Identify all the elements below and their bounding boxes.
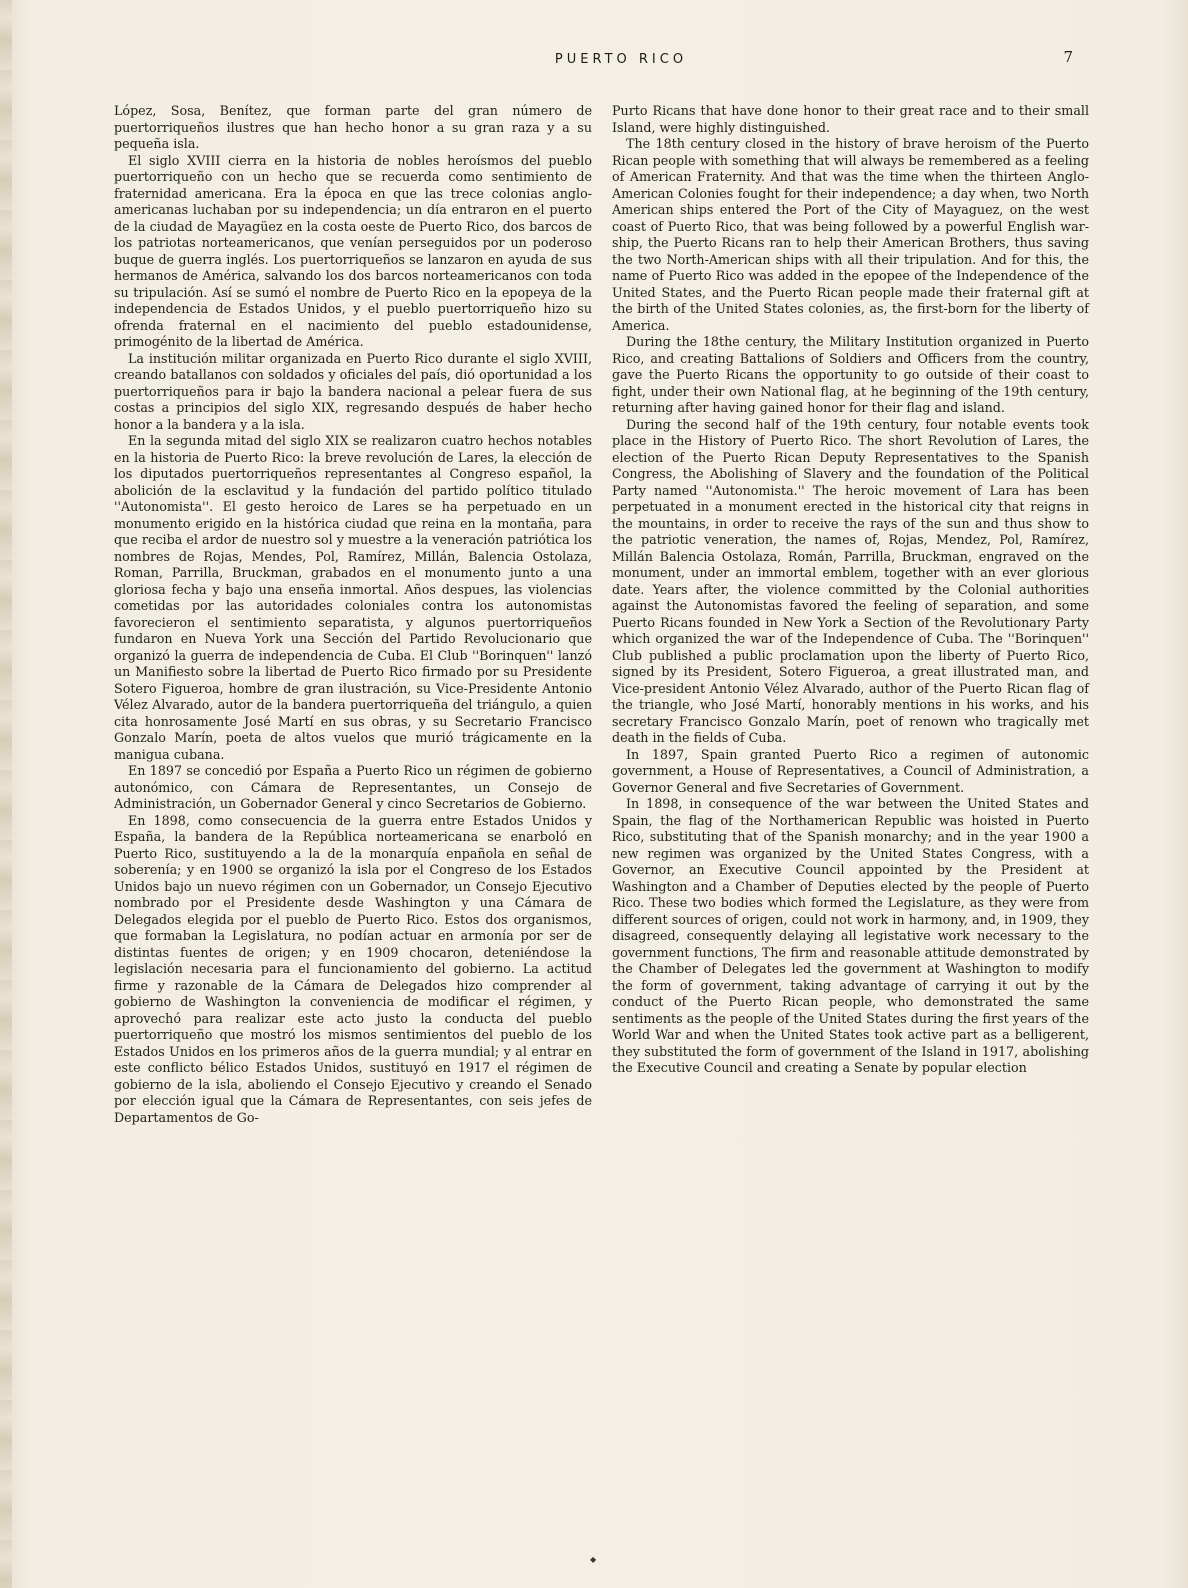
paragraph-es-4: En la segunda mitad del siglo XIX se realizaron cuatro hechos notables en la historia de Puerto Rico: la breve revolución de Lares, la elección de los diputados puertorriqueños representantes al Congreso español, la abolición de la esclavitud y la fundación del partido político titulado ''Autonomista''. El gesto heroico de Lares se ha perpetuado en un monumento erigido en la histórica ciudad que reina en la montaña, para que reciba el ardor de nuestro sol y muestre a la veneración patriótica los nombres de Rojas, Mendes, Pol, Ramírez, Millán, Balencia Ostolaza, Roman, Parrilla, Bruckman, grabados en el monumento junto a una gloriosa fecha y bajo una enseña inmortal. Años despues, las violencias cometidas por las autoridades coloniales contra los autonomistas favorecieron el sentimiento separatista, y algunos puertorriqueños fundaron en Nueva York una Sección del Partido Revolucionario que organizó la guerra de independencia de Cuba. El Club ''Borinquen'' lanzó un Manifiesto sobre la libertad de Puerto Rico firmado por su Presidente Sotero Figueroa, hombre de gran ilustración, su Vice-Presidente Antonio Vélez Alvarado, autor de la bandera puertorriqueña del triángulo, a quien cita honrosamente José Martí en sus obras, y su Secretario Francisco Gonzalo Marín, poeta de altos vuelos que murió trágicamente en la manigua cubana. xyxy=(114,433,592,762)
paragraph-es-3: La institución militar organizada en Puerto Rico durante el siglo XVIII, creando batallanos con soldados y oficiales del país, dió oportunidad a los puertorriqueños para ir bajo la bandera nacional a pelear fuera de sus costas a principios del siglo XIX, regresando después de haber hecho honor a la bandera y a la isla. xyxy=(114,350,592,432)
paragraph-en-4: During the second half of the 19th century, four notable events took place in the History of Puerto Rico. The short Revolution of Lares, the election of the Puerto Rican Deputy Representatives to the Spanish Congress, the Abolishing of Slavery and the foundation of the Political Party named ''Autonomista.'' The heroic movement of Lara has been perpetuated in a monument erected in the historical city that reigns in the mountains, in order to receive the rays of the sun and thus show to the patriotic veneration, the names of, Rojas, Mendez, Pol, Ramírez, Millán Balencia Ostolaza, Román, Parrilla, Bruckman, engraved on the monument, under an immortal emblem, together with an ever glorious date. Years after, the violence committed by the Colonial authorities against the Autonomistas favored the feeling of separation, and some Puerto Ricans founded in New York a Section of the Revolutionary Party which organized the war of the Independence of Cuba. The ''Borinquen'' Club published a public proclamation upon the liberty of Puerto Rico, signed by its President, Sotero Figueroa, a great illustrated man, and Vice-president Antonio Vélez Alvarado, author of the Puerto Rican flag of the triangle, who José Martí, honorably mentions in his works, and his secretary Francisco Gonzalo Marín, poet of renown who tragically met death in the fields of Cuba. xyxy=(612,416,1089,745)
spanish-text-column xyxy=(114,103,592,1126)
paragraph-es-5: En 1897 se concedió por España a Puerto Rico un régimen de gobierno autonómico, con Cámara de Representantes, un Consejo de Administración, un Gobernador General y cinco Secretarios de Gobierno. xyxy=(114,763,592,811)
page-number: 7 xyxy=(1063,48,1073,66)
paragraph-en-2: The 18th century closed in the history of brave heroism of the Puerto Rican people with something that will always be remembered as a feeling of American Fraternity. And that was the time when the thirteen Anglo-American Colonies fought for their independence; a day when, two North American ships entered the Port of the City of Mayaguez, on the west coast of Puerto Rico, that was being followed by a powerful English war-ship, the Puerto Ricans ran to help their American Brothers, thus saving the two North-American ships with all their tripulation. And for this, the name of Puerto Rico was added in the epopee of the Independence of the United States, and the Puerto Rican people made their fraternal gift at the birth of the United States colonies, as, the first-born for the liberty of America. xyxy=(612,136,1089,333)
paragraph-es-6: En 1898, como consecuencia de la guerra entre Estados Unidos y España, la bandera de la República norteamericana se enarboló en Puerto Rico, sustituyendo a la de la monarquía enpañola en señal de soberenía; y en 1900 se organizó la isla por el Congreso de los Estados Unidos bajo un nuevo régimen con un Gobernador, un Consejo Ejecutivo nombrado por el Presidente desde Washington y una Cámara de Delegados elegida por el pueblo de Puerto Rico. Estos dos organismos, que formaban la Legislatura, no podían actuar en armonía por ser de distintas fuentes de origen; y en 1909 chocaron, deteniéndose la legislación necesaria para el funcionamiento del gobierno. La actitud firme y razonable de la Cámara de Delegados hizo comprender al gobierno de Washington la conveniencia de modificar el régimen, y aprovechó para realizar este acto justo la conducta del pueblo puertorriqueño que mostró los mismos sentimientos del pueblo de los Estados Unidos en los primeros años de la guerra mundial; y al entrar en este conflicto bélico Estados Unidos, sustituyó en 1917 el régimen de gobierno de la isla, aboliendo el Consejo Ejecutivo y creando el Senado por elección igual que la Cámara de Representantes, con seis jefes de Departamentos de Go- xyxy=(114,812,592,1125)
print-mark: ◆ xyxy=(590,1555,597,1564)
paragraph-en-3: During the 18the century, the Military Institution organized in Puerto Rico, and creating Battalions of Soldiers and Officers from the country, gave the Puerto Ricans the opportunity to go outside of their coast to fight, under their own National flag, at he beginning of the 19th century, returning after having gained honor for their flag and island. xyxy=(612,334,1089,415)
paragraph-es-1: López, Sosa, Benítez, que forman parte del gran número de puertorriqueños ilustres que han hecho honor a su gran raza y a su pequeña isla. xyxy=(114,103,592,151)
paragraph-en-1: Purto Ricans that have done honor to their great race and to their small Island, were highly distinguished. xyxy=(612,103,1089,135)
english-text-column xyxy=(612,103,1089,1077)
paragraph-en-6: In 1898, in consequence of the war between the United States and Spain, the flag of the Northamerican Republic was hoisted in Puerto Rico, substituting that of the Spanish monarchy; and in the year 1900 a new regimen was organized by the United States Congress, with a Governor, an Executive Council appointed by the President at Washington and a Chamber of Deputies elected by the people of Puerto Rico. These two bodies which formed the Legislature, as they were from different sources of origen, could not work in harmony, and, in 1909, they disagreed, consequently delaying all legistative work necessary to the government functions, The firm and reasonable attitude demonstrated by the Chamber of Delegates led the government at Washington to modify the form of government, taking advantage of carrying it out by the conduct of the Puerto Rican people, who demonstrated the same sentiments as the people of the United States during the first years of the World War and when the United States took active part as a belligerent, they substituted the form of government of the Island in 1917, abolishing the Executive Council and creating a Senate by popular election xyxy=(612,796,1089,1075)
page-edge-shadow xyxy=(0,0,12,1588)
running-title: PUERTO RICO xyxy=(554,52,688,67)
paragraph-en-5: In 1897, Spain granted Puerto Rico a regimen of autonomic government, a House of Representatives, a Council of Administration, a Governor General and five Secretaries of Government. xyxy=(612,746,1089,795)
paragraph-es-2: El siglo XVIII cierra en la historia de nobles heroísmos del pueblo puertorriqueño con un hecho que se recuerda como sentimiento de fraternidad americana. Era la época en que las trece colonias anglo-americanas luchaban por su independencia; un día entraron en el puerto de la ciudad de Mayagüez en la costa oeste de Puerto Rico, dos barcos de los patriotas norteamericanos, que venían perseguidos por un poderoso buque de guerra inglés. Los puertorriqueños se lanzaron en ayuda de sus hermanos de América, salvando los dos barcos norteamericanos con toda su tripulación. Así se sumó el nombre de Puerto Rico en la epopeya de la independencia de Estados Unidos, y el pueblo puertorriqueño hizo su ofrenda fraternal en el nacimiento del pueblo estadounidense, primogénito de la libertad de América. xyxy=(114,152,592,349)
